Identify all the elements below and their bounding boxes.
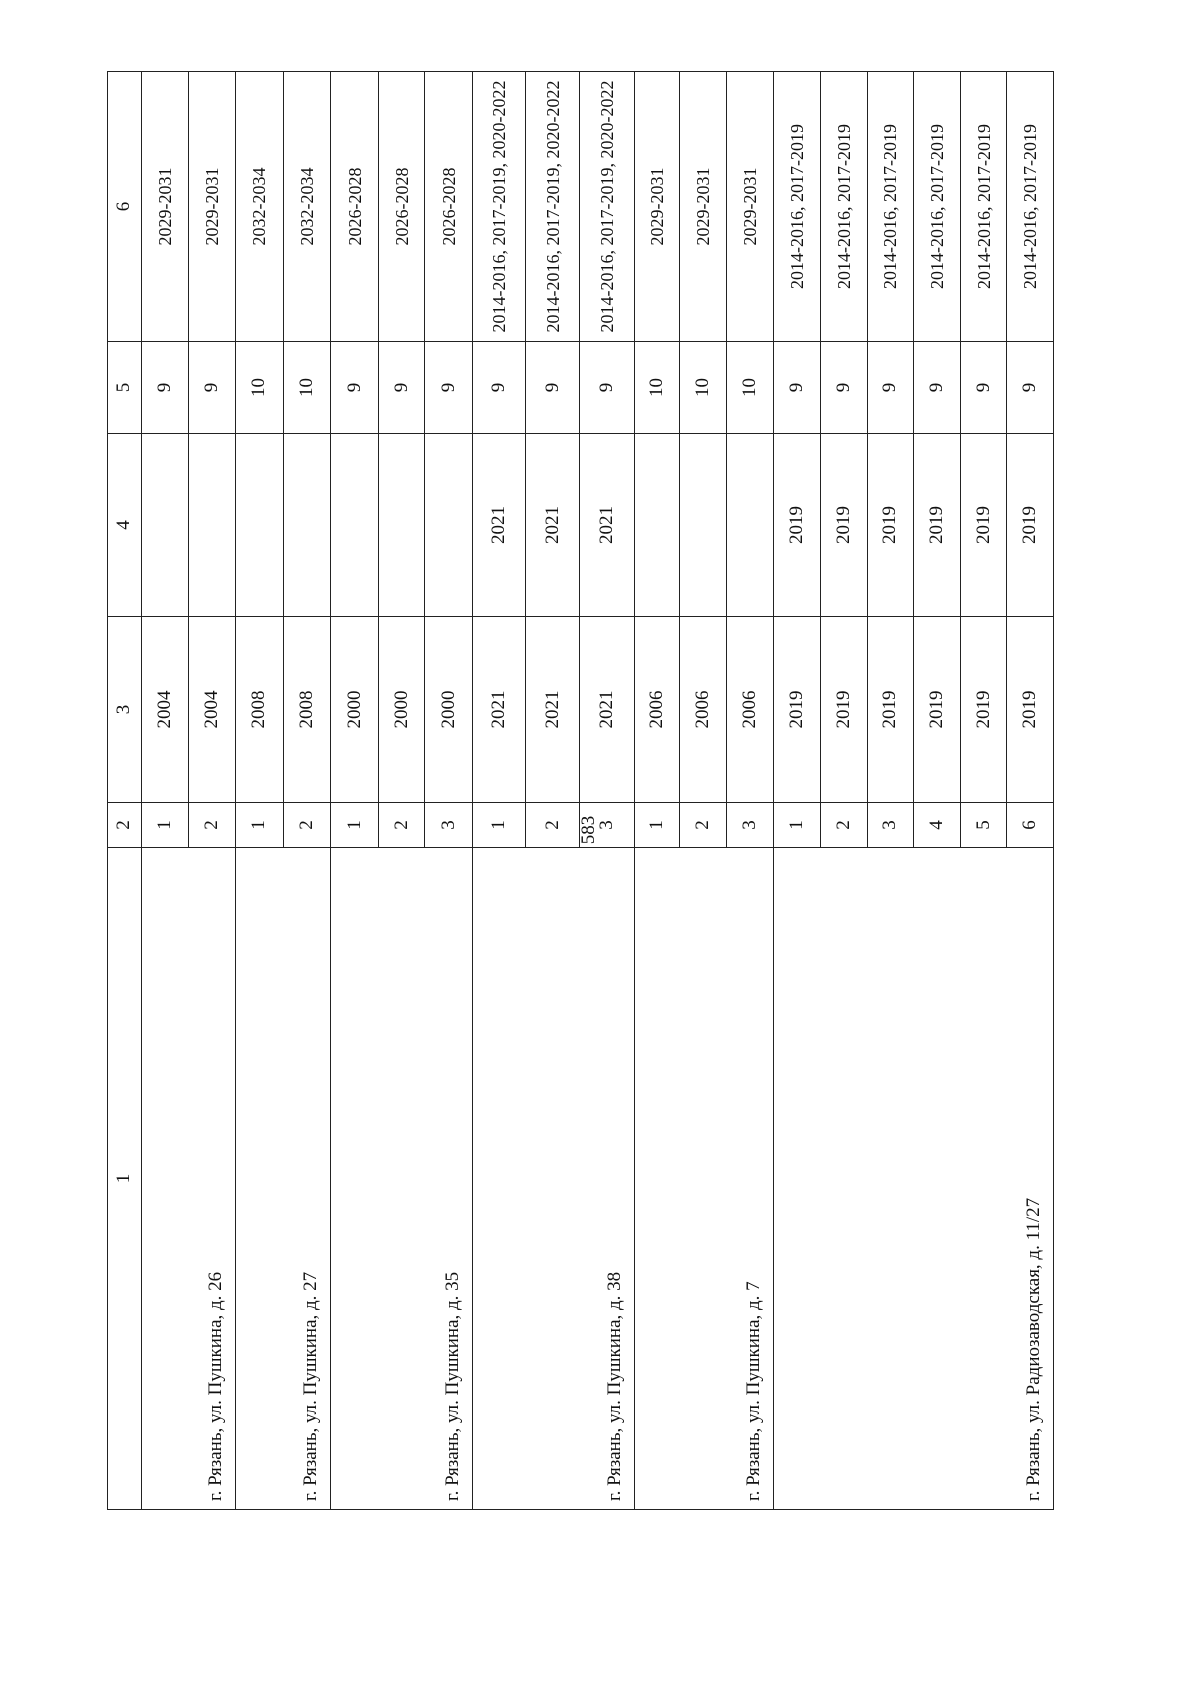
year-cell: 2019 [914,434,961,617]
floors-cell: 9 [774,342,821,434]
table-row [141,72,189,1510]
floors-cell: 9 [473,342,526,434]
year-cell: 2004 [141,617,189,803]
header-cell-col-6: 6 [108,72,142,342]
year-cell: 2019 [1007,434,1054,617]
entrance-number-cell: 1 [331,803,379,848]
entrance-number-cell: 2 [189,803,236,848]
address-cell: г. Рязань, ул. Пушкина, д. 7 [634,848,774,1510]
period-cell: 2026-2028 [331,72,379,342]
period-cell: 2014-2016, 2017-2019 [1007,72,1054,342]
table-row [634,72,680,1510]
entrance-number-cell: 2 [680,803,727,848]
period-cell: 2029-2031 [634,72,680,342]
floors-cell: 9 [189,342,236,434]
table-container [107,72,1054,1510]
year-cell [189,434,236,617]
period-cell: 2014-2016, 2017-2019 [774,72,821,342]
floors-cell: 9 [914,342,961,434]
year-cell: 2021 [580,434,634,617]
entrance-number-cell: 1 [235,803,283,848]
year-cell: 2021 [526,617,580,803]
address-cell: г. Рязань, ул. Пушкина, д. 38 [473,848,634,1510]
period-cell: 2026-2028 [425,72,473,342]
year-cell: 2006 [726,617,774,803]
period-cell: 2014-2016, 2017-2019 [960,72,1007,342]
header-cell-col-5: 5 [108,342,142,434]
year-cell: 2006 [634,617,680,803]
table-row [235,72,283,1510]
table-row [774,72,821,1510]
year-cell: 2021 [473,617,526,803]
year-cell [378,434,425,617]
year-cell: 2000 [425,617,473,803]
year-cell: 2019 [820,617,867,803]
year-cell: 2008 [235,617,283,803]
period-cell: 2026-2028 [378,72,425,342]
year-cell: 2021 [526,434,580,617]
floors-cell: 10 [726,342,774,434]
entrance-number-cell: 2 [283,803,331,848]
data-table [107,71,1054,1510]
year-cell: 2019 [820,434,867,617]
period-cell: 2032-2034 [235,72,283,342]
year-cell: 2008 [283,617,331,803]
period-cell: 2029-2031 [141,72,189,342]
year-cell: 2006 [680,617,727,803]
floors-cell: 9 [960,342,1007,434]
entrance-number-cell: 4 [914,803,961,848]
year-cell: 2019 [914,617,961,803]
header-cell-col-3: 3 [108,617,142,803]
address-cell: г. Рязань, ул. Радиозаводская, д. 11/27 [774,848,1054,1510]
floors-cell: 10 [235,342,283,434]
header-cell-col-2: 2 [108,803,142,848]
address-cell: г. Рязань, ул. Пушкина, д. 35 [331,848,473,1510]
period-cell: 2014-2016, 2017-2019, 2020-2022 [526,72,580,342]
period-cell: 2029-2031 [189,72,236,342]
period-cell: 2032-2034 [283,72,331,342]
entrance-number-cell: 3 [425,803,473,848]
entrance-number-cell: 1 [141,803,189,848]
year-cell: 2019 [867,617,914,803]
floors-cell: 10 [283,342,331,434]
entrance-number-cell: 1 [473,803,526,848]
table-row [473,72,526,1510]
year-cell [425,434,473,617]
entrance-number-cell: 3 [580,803,634,848]
entrance-number-cell: 3 [726,803,774,848]
entrance-number-cell: 3 [867,803,914,848]
year-cell: 2000 [331,617,379,803]
year-cell: 2019 [1007,617,1054,803]
floors-cell: 9 [867,342,914,434]
floors-cell: 10 [680,342,727,434]
year-cell: 2004 [189,617,236,803]
entrance-number-cell: 2 [820,803,867,848]
floors-cell: 9 [1007,342,1054,434]
entrance-number-cell: 5 [960,803,1007,848]
entrance-number-cell: 2 [378,803,425,848]
year-cell: 2000 [378,617,425,803]
floors-cell: 9 [425,342,473,434]
table-body [108,72,1054,1510]
floors-cell: 9 [820,342,867,434]
year-cell [680,434,727,617]
year-cell: 2019 [774,617,821,803]
period-cell: 2014-2016, 2017-2019 [914,72,961,342]
entrance-number-cell: 1 [634,803,680,848]
address-cell: г. Рязань, ул. Пушкина, д. 26 [141,848,235,1510]
year-cell [283,434,331,617]
year-cell: 2019 [867,434,914,617]
period-cell: 2014-2016, 2017-2019, 2020-2022 [473,72,526,342]
year-cell: 2019 [960,434,1007,617]
year-cell [726,434,774,617]
floors-cell: 9 [378,342,425,434]
year-cell [331,434,379,617]
period-cell: 2014-2016, 2017-2019 [867,72,914,342]
floors-cell: 9 [331,342,379,434]
entrance-number-cell: 6 [1007,803,1054,848]
header-cell-col-1: 1 [108,848,142,1510]
year-cell [141,434,189,617]
year-cell [235,434,283,617]
year-cell: 2021 [580,617,634,803]
entrance-number-cell: 2 [526,803,580,848]
year-cell: 2019 [960,617,1007,803]
period-cell: 2014-2016, 2017-2019, 2020-2022 [580,72,634,342]
address-cell: г. Рязань, ул. Пушкина, д. 27 [235,848,330,1510]
floors-cell: 10 [634,342,680,434]
floors-cell: 9 [141,342,189,434]
period-cell: 2014-2016, 2017-2019 [820,72,867,342]
year-cell: 2021 [473,434,526,617]
table-row [331,72,379,1510]
floors-cell: 9 [526,342,580,434]
floors-cell: 9 [580,342,634,434]
header-cell-col-4: 4 [108,434,142,617]
page-number: 583 [578,815,599,845]
period-cell: 2029-2031 [680,72,727,342]
entrance-number-cell: 1 [774,803,821,848]
header-row [108,72,142,1510]
period-cell: 2029-2031 [726,72,774,342]
year-cell: 2019 [774,434,821,617]
year-cell [634,434,680,617]
